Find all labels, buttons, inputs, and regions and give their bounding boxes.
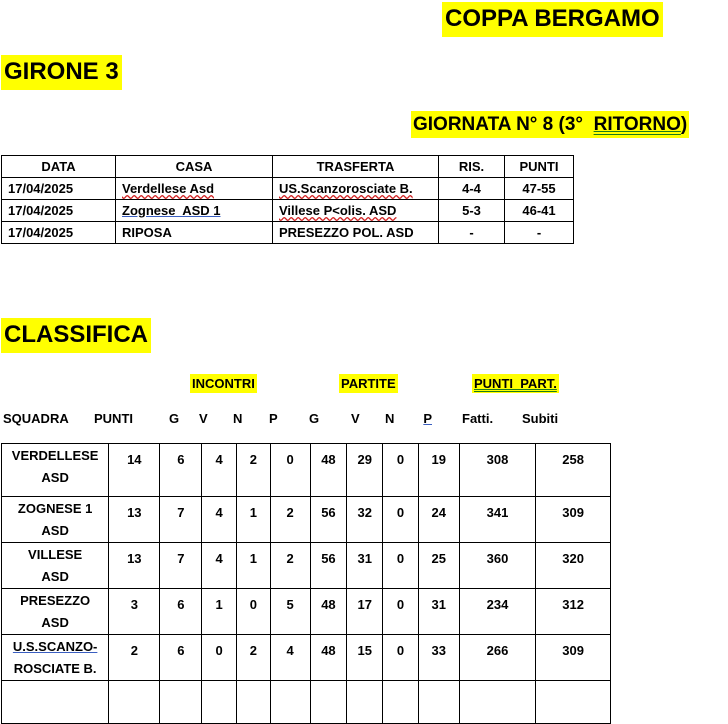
team-name-line: ZOGNESE 1: [17, 501, 93, 516]
matches-won: 0: [202, 635, 237, 681]
match-score: -: [439, 222, 505, 244]
matches-lost: 4: [270, 635, 310, 681]
home-team-name: Zognese ASD 1: [122, 203, 221, 218]
round-suffix: ): [680, 114, 688, 135]
points-scored: 308: [459, 444, 536, 497]
empty-cell: [270, 681, 310, 724]
col-header-score: RIS.: [439, 156, 505, 178]
points-scored: 266: [459, 635, 536, 681]
col-header-partite-v: V: [351, 411, 360, 426]
col-header-punti: PUNTI: [94, 411, 133, 426]
team-name: [2, 589, 109, 635]
matches-played: 6: [160, 589, 202, 635]
group-title: GIRONE 3: [1, 55, 122, 90]
col-header-fatti: Fatti.: [462, 411, 494, 426]
games-won: 15: [347, 635, 383, 681]
match-score: 4-4: [439, 178, 505, 200]
empty-cell: [160, 681, 202, 724]
team-name: [2, 497, 109, 543]
points-conceded: 320: [536, 543, 611, 589]
games-won: 29: [347, 444, 383, 497]
table-row: [2, 543, 611, 589]
matches-drawn: 1: [236, 543, 270, 589]
table-row: [2, 497, 611, 543]
empty-cell: [536, 681, 611, 724]
col-header-squadra: SQUADRA: [3, 411, 69, 426]
round-title: [411, 111, 689, 138]
games-won: 32: [347, 497, 383, 543]
col-header-partite-p: P: [423, 411, 432, 426]
games-lost: 31: [418, 589, 459, 635]
games-drawn: 0: [383, 444, 419, 497]
points-scored: 341: [459, 497, 536, 543]
matches-won: 4: [202, 497, 237, 543]
col-header-points: PUNTI: [505, 156, 574, 178]
match-date: 17/04/2025: [2, 222, 116, 244]
match-score: 5-3: [439, 200, 505, 222]
games-won: 31: [347, 543, 383, 589]
points-scored: 360: [459, 543, 536, 589]
col-header-v: V: [199, 411, 208, 426]
team-name-line: ASD: [41, 569, 69, 584]
empty-cell: [347, 681, 383, 724]
games-drawn: 0: [383, 543, 419, 589]
col-header-partite-g: G: [309, 411, 320, 426]
empty-cell: [236, 681, 270, 724]
games-drawn: 0: [383, 497, 419, 543]
team-name-line: ASD: [41, 523, 69, 538]
games-played: 56: [310, 497, 347, 543]
team-name-line: VERDELLESE: [11, 448, 99, 463]
match-home: [116, 200, 273, 222]
match-points: -: [505, 222, 574, 244]
matches-played: 6: [160, 635, 202, 681]
home-team-name: Verdellese Asd: [122, 181, 215, 196]
points-conceded: 258: [536, 444, 611, 497]
standings-title: CLASSIFICA: [1, 318, 151, 353]
matches-lost: 5: [270, 589, 310, 635]
match-home: [116, 178, 273, 200]
empty-cell: [383, 681, 419, 724]
matches-drawn: 1: [236, 497, 270, 543]
table-row: [2, 200, 574, 222]
games-drawn: 0: [383, 635, 419, 681]
games-won: 17: [347, 589, 383, 635]
col-header-n: N: [233, 411, 243, 426]
games-played: 48: [310, 635, 347, 681]
team-name-line: VILLESE: [28, 547, 83, 562]
games-drawn: 0: [383, 589, 419, 635]
table-row: [2, 178, 574, 200]
punti-part-text: PUNTI PART.: [474, 376, 557, 391]
group-label-partite: PARTITE: [341, 376, 396, 391]
match-away: [273, 178, 439, 200]
empty-cell: [310, 681, 347, 724]
team-name: [2, 635, 109, 681]
team-points: 14: [109, 444, 160, 497]
col-header-g: G: [169, 411, 180, 426]
empty-cell: [2, 681, 109, 724]
team-points: 3: [109, 589, 160, 635]
matches-played: 6: [160, 444, 202, 497]
match-date: 17/04/2025: [2, 200, 116, 222]
team-name: [2, 444, 109, 497]
points-conceded: 309: [536, 635, 611, 681]
empty-row: [2, 681, 611, 724]
games-played: 48: [310, 444, 347, 497]
col-header-home: CASA: [116, 156, 273, 178]
standings-table: [1, 443, 611, 724]
away-team-name: US.Scanzorosciate B.: [279, 181, 413, 196]
team-name-line: PRESEZZO: [20, 593, 91, 608]
group-label-punti-part: [472, 374, 559, 393]
team-name-line: ASD: [41, 470, 69, 485]
match-home: RIPOSA: [116, 222, 273, 244]
games-lost: 25: [418, 543, 459, 589]
team-name-line: ROSCIATE B.: [13, 661, 97, 676]
col-header-date: DATA: [2, 156, 116, 178]
col-header-subiti: Subiti: [522, 411, 559, 426]
match-points: 46-41: [505, 200, 574, 222]
points-conceded: 309: [536, 497, 611, 543]
empty-cell: [418, 681, 459, 724]
games-played: 56: [310, 543, 347, 589]
empty-cell: [202, 681, 237, 724]
team-name-line: ASD: [41, 615, 69, 630]
games-lost: 19: [418, 444, 459, 497]
matches-lost: 0: [270, 444, 310, 497]
points-scored: 234: [459, 589, 536, 635]
matches-won: 1: [202, 589, 237, 635]
team-name: [2, 543, 109, 589]
table-row: [2, 589, 611, 635]
matches-lost: 2: [270, 497, 310, 543]
matches-drawn: 2: [236, 635, 270, 681]
matches-drawn: 2: [236, 444, 270, 497]
team-points: 13: [109, 497, 160, 543]
games-played: 48: [310, 589, 347, 635]
match-points: 47-55: [505, 178, 574, 200]
games-lost: 24: [418, 497, 459, 543]
team-name-part: U.S.SCANZO-: [12, 639, 98, 654]
team-name-line: [2, 636, 108, 658]
round-word: RITORNO: [593, 114, 681, 135]
matches-lost: 2: [270, 543, 310, 589]
table-row: [2, 222, 574, 244]
match-away: [273, 200, 439, 222]
table-row: [2, 635, 611, 681]
results-table: [1, 155, 574, 244]
points-conceded: 312: [536, 589, 611, 635]
matches-won: 4: [202, 444, 237, 497]
matches-played: 7: [160, 497, 202, 543]
table-row: [2, 444, 611, 497]
col-header-away: TRASFERTA: [273, 156, 439, 178]
round-prefix: GIORNATA N° 8 (3°: [413, 114, 584, 135]
away-team-name: Villese P<olis. ASD: [279, 203, 397, 218]
match-away: PRESEZZO POL. ASD: [273, 222, 439, 244]
matches-won: 4: [202, 543, 237, 589]
competition-title: COPPA BERGAMO: [442, 2, 663, 37]
matches-played: 7: [160, 543, 202, 589]
results-header-row: [2, 156, 574, 178]
match-date: 17/04/2025: [2, 178, 116, 200]
empty-cell: [109, 681, 160, 724]
team-points: 2: [109, 635, 160, 681]
group-label-incontri: INCONTRI: [192, 376, 255, 391]
empty-cell: [459, 681, 536, 724]
col-header-p: P: [269, 411, 278, 426]
team-points: 13: [109, 543, 160, 589]
col-header-partite-n: N: [385, 411, 395, 426]
matches-drawn: 0: [236, 589, 270, 635]
games-lost: 33: [418, 635, 459, 681]
